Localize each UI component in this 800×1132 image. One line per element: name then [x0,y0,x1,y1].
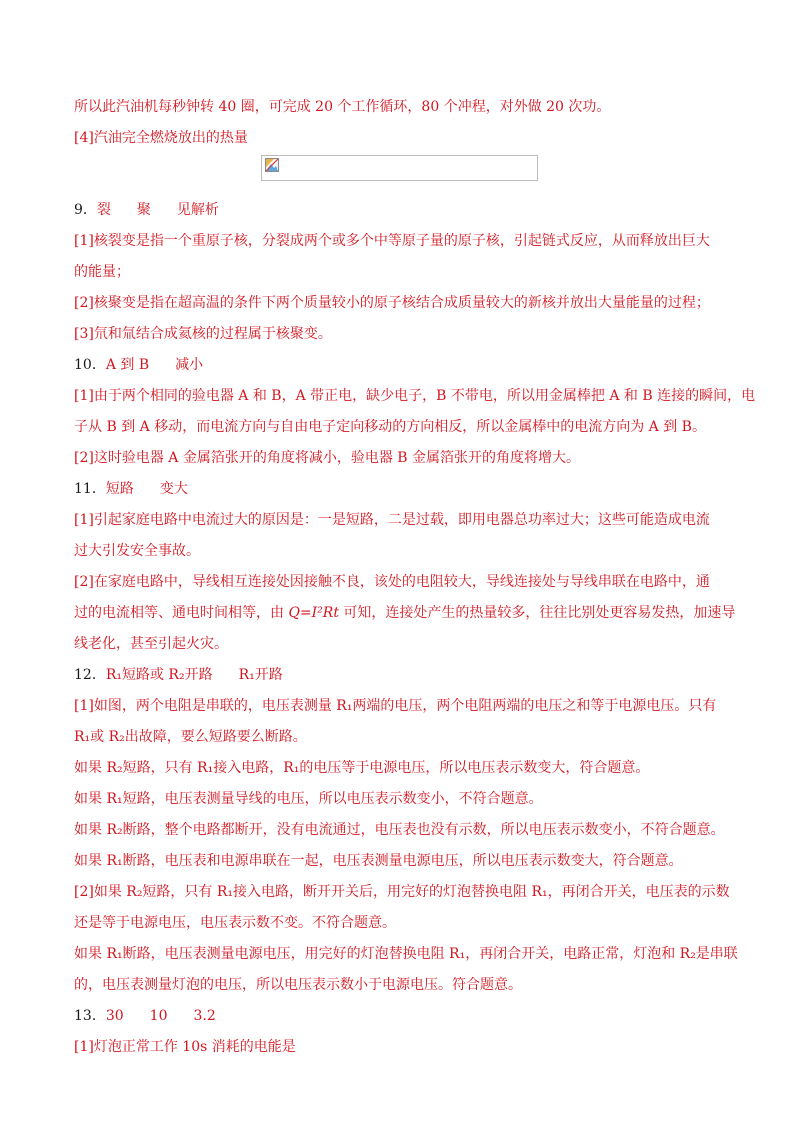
answer-1: A 到 B [105,357,150,373]
text-line: 如果 R₂短路，只有 R₁接入电路，R₁的电压等于电源电压，所以电压表示数变大，符合题意。 [74,760,650,776]
text-line: [2]这时验电器 A 金属箔张开的角度将减小，验电器 B 金属箔张开的角度将增大。 [74,450,581,466]
text-line: [1]灯泡正常工作 10s 消耗的电能是 [74,1039,296,1055]
answer-1: R₁短路或 R₂开路 [105,667,213,683]
answer-2: 聚 [136,202,151,218]
question-number: 10． [74,357,106,373]
text-line: [2]如果 R₂短路，只有 R₁接入电路，断开开关后，用完好的灯泡替换电阻 R₁，再闭合开关，电压表的示数 [74,884,730,900]
text-line: [2]核聚变是指在超高温的条件下两个质量较小的原子核结合成质量较大的新核并放出大量能量的过程； [74,295,710,311]
text-line: [1]由于两个相同的验电器 A 和 B，A 带正电，缺少电子，B 不带电，所以用金属棒把 A 和 B 连接的瞬间，电 [74,388,756,404]
text-line: 如果 R₁断路，电压表测量电源电压，用完好的灯泡替换电阻 R₁，再闭合开关，电路正常，灯泡和 R₂是串联 [74,946,738,962]
text-line: R₁或 R₂出故障，要么短路要么断路。 [74,729,307,745]
text-line: [1]如图，两个电阻是串联的，电压表测量 R₁两端的电压，两个电阻两端的电压之和等于电源电压。只有 [74,698,717,714]
text-line: [2]在家庭电路中，导线相互连接处因接触不良，该处的电阻较大，导线连接处与导线串联在电路中，通 [74,574,710,590]
text-line: [3]氘和氚结合成氦核的过程属于核聚变。 [74,326,332,342]
text-fragment: 过的电流相等、通电时间相等，由 [74,605,289,621]
answer-1: 30 [105,1008,124,1024]
text-line: 的能量； [74,264,130,280]
answer-line-q13 [74,1005,726,1027]
document-body [74,96,756,1058]
text-line: 线老化，甚至引起火灾。 [74,636,228,652]
question-number: 12． [74,667,106,683]
broken-image-icon [265,158,279,172]
text-line [74,602,736,624]
answer-2: 减小 [175,357,204,373]
text-line: 如果 R₂断路，整个电路都断开，没有电流通过，电压表也没有示数，所以电压表示数变小，不符合题意。 [74,822,725,838]
formula-image-placeholder [261,155,538,181]
answer-line-q10 [74,354,726,376]
text-line: [1]核裂变是指一个重原子核，分裂成两个或多个中等原子量的原子核，引起链式反应，从而释放出巨大 [74,233,710,249]
question-number: 9． [74,202,97,218]
text-line: 如果 R₁断路，电压表和电源串联在一起，电压表测量电源电压，所以电压表示数变大，符合题意。 [74,853,683,869]
answer-2: R₁开路 [238,667,283,683]
text-line: [1]引起家庭电路中电流过大的原因是：一是短路，二是过载，即用电器总功率过大；这些可能造成电流 [74,512,710,528]
answer-3: 见解析 [176,202,219,218]
answer-2: 10 [149,1008,168,1024]
text-fragment: 可知，连接处产生的热量较多，往往比别处更容易发热，加速导 [338,605,736,621]
answer-1: 裂 [96,202,111,218]
answer-line-q9 [74,199,726,221]
answer-line-q12 [74,664,726,686]
text-line: 子从 B 到 A 移动，而电流方向与自由电子定向移动的方向相反，所以金属棒中的电流方向为 A 到 B。 [74,419,706,435]
text-line: [4]汽油完全燃烧放出的热量 [74,130,248,146]
text-line: 如果 R₁短路，电压表测量导线的电压，所以电压表示数变小，不符合题意。 [74,791,543,807]
text-line: 过大引发安全事故。 [74,543,200,559]
formula-inline: Q=I²Rt [288,605,339,621]
question-number: 11． [74,481,106,497]
text-line: 还是等于电源电压，电压表示数不变。不符合题意。 [74,915,396,931]
text-line: 所以此汽油机每秒钟转 40 圈，可完成 20 个工作循环，80 个冲程，对外做 20 次功。 [74,99,611,115]
answer-line-q11 [74,478,726,500]
answer-2: 变大 [159,481,188,497]
question-number: 13． [74,1008,106,1024]
answer-3: 3.2 [193,1008,216,1024]
answer-1: 短路 [105,481,134,497]
text-line: 的，电压表测量灯泡的电压，所以电压表示数小于电源电压。符合题意。 [74,977,522,993]
